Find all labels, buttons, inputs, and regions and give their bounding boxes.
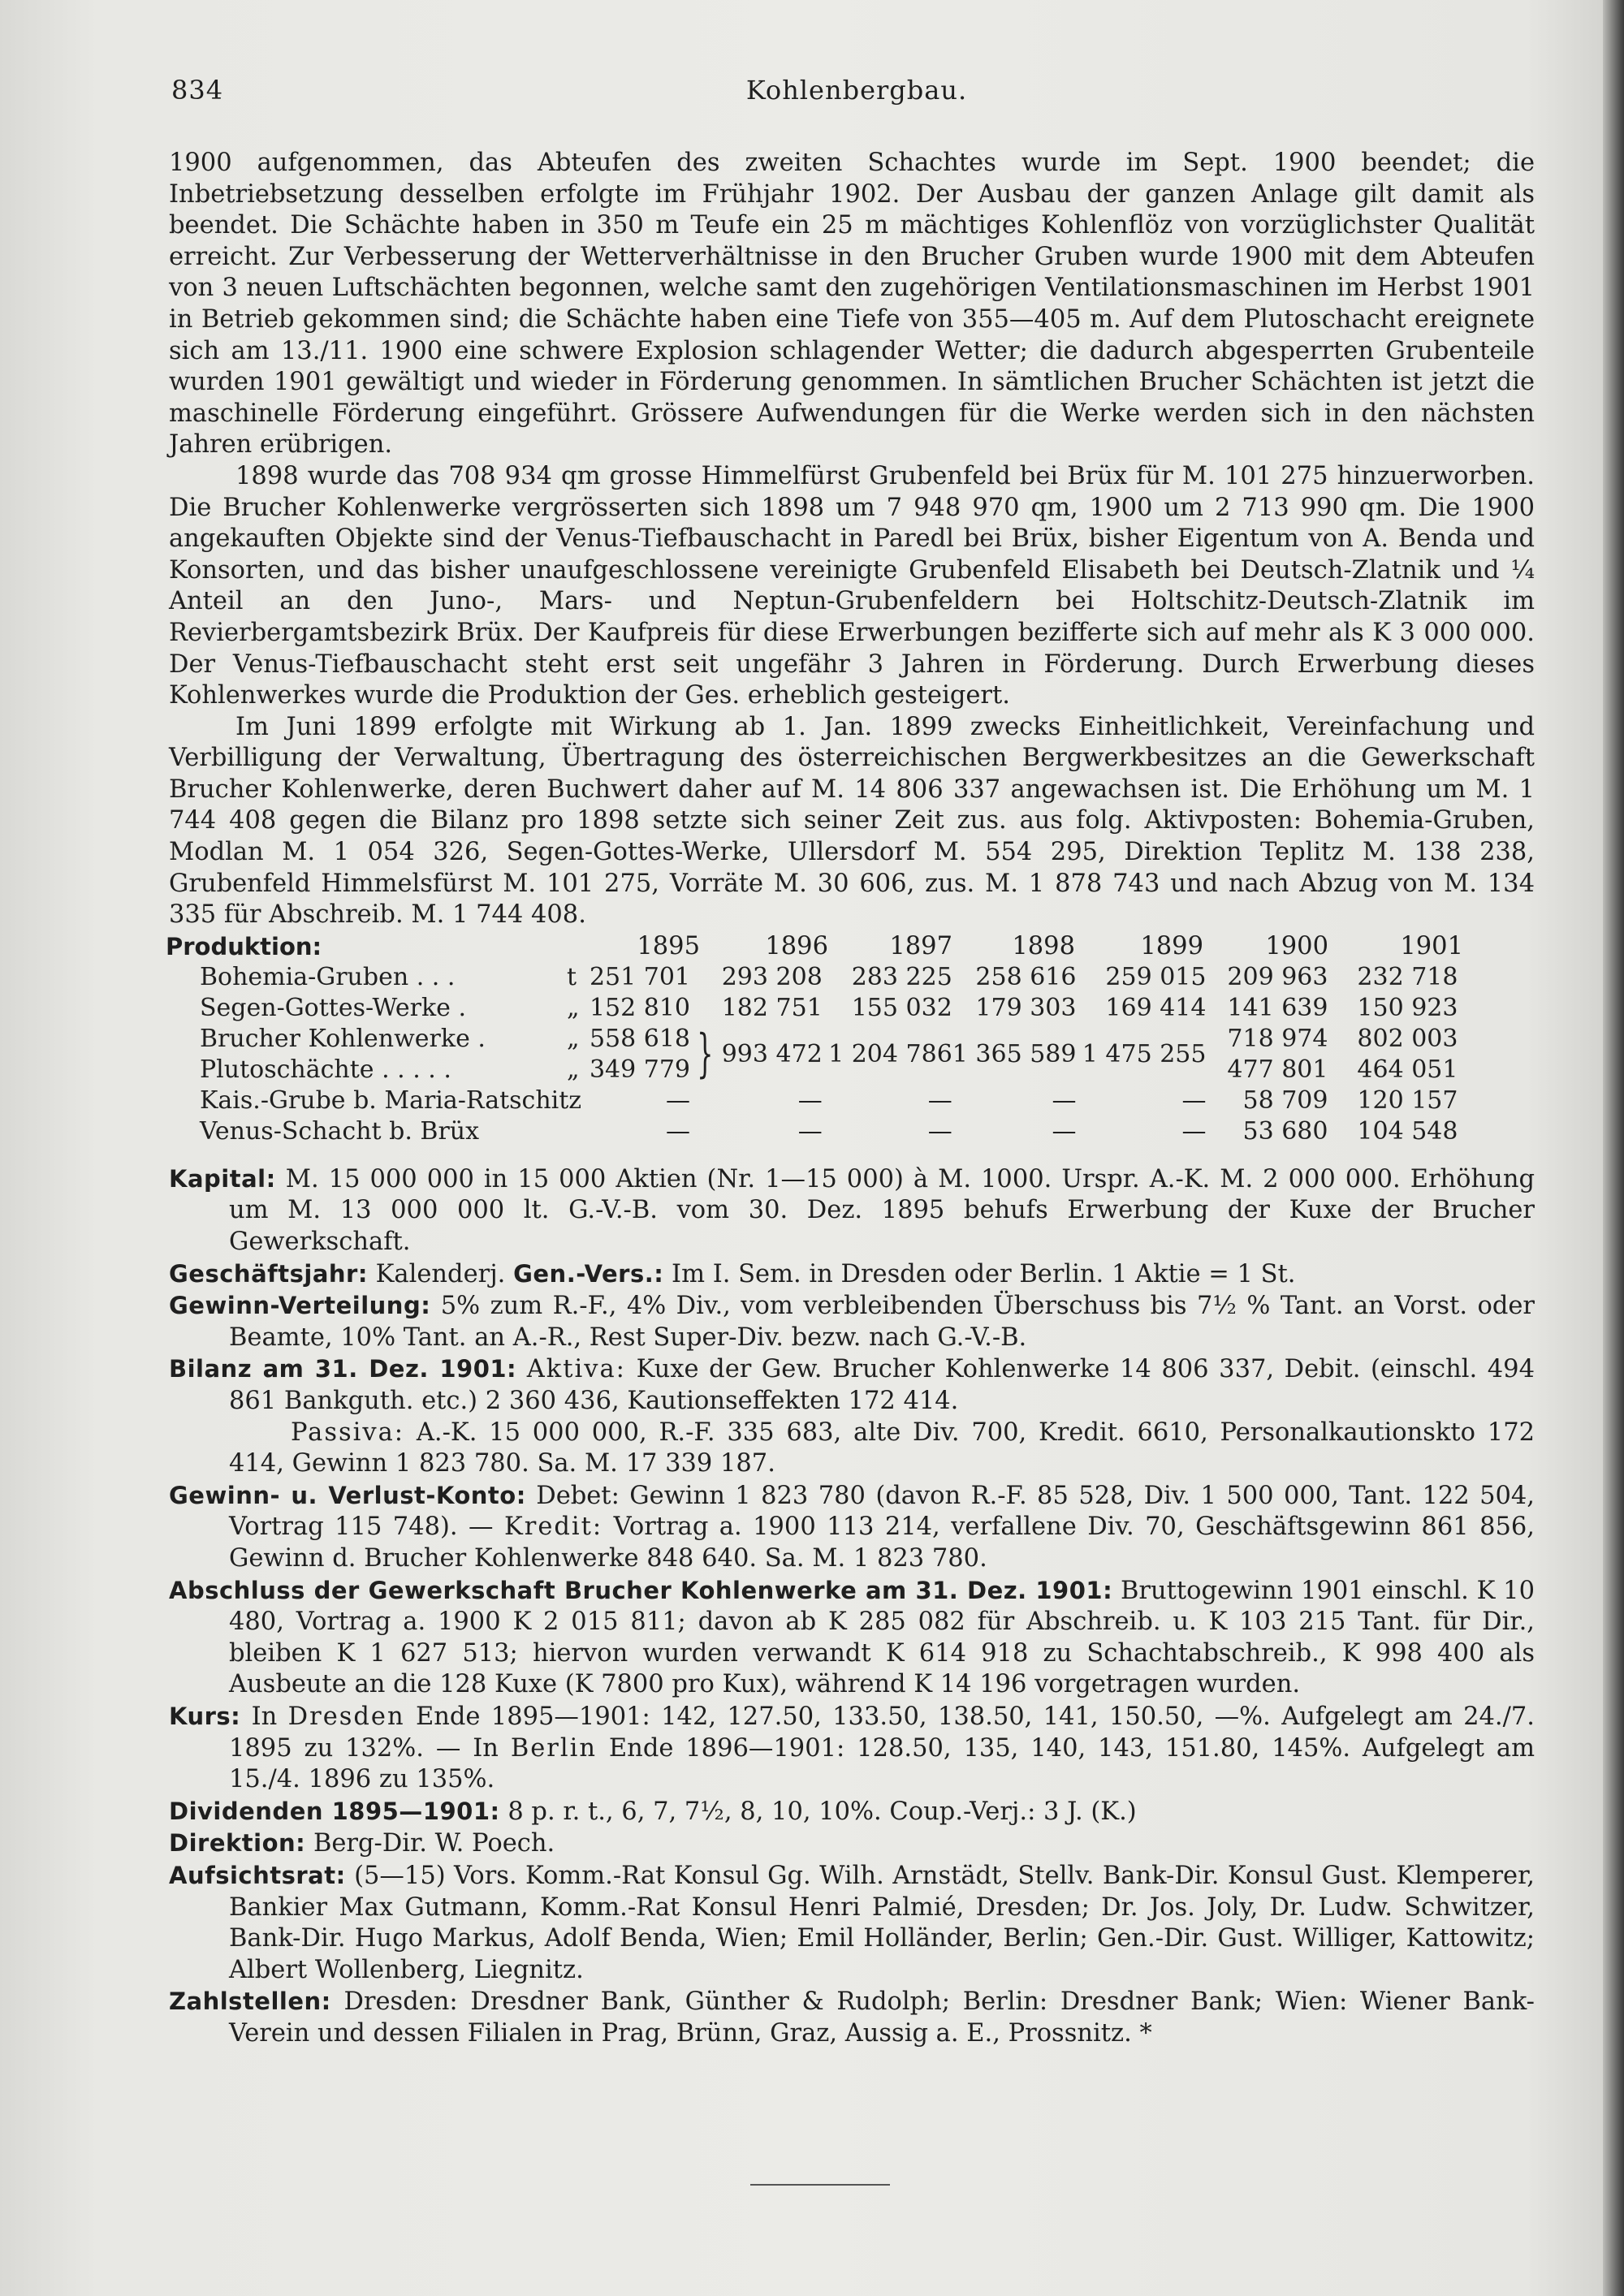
cell: —	[927, 1116, 952, 1146]
section-text: M. 15 000 000 in 15 000 Aktien (Nr. 1—15 000) à M. 1000. Urspr. A.-K. M. 2 000 000. Erhöhung um M. 13 000 000 lt. G.-V.-B. vom 30. Dez. 1895 behufs Erwerbung der Kuxe der Brucher Gewerkschaft.	[229, 1164, 1535, 1257]
section-dividenden	[169, 1796, 1535, 1828]
city-name: Berlin	[510, 1733, 598, 1763]
cell: 155 032	[851, 993, 952, 1022]
section-gewinn-verteilung	[169, 1290, 1535, 1353]
section-text: Ende 1896—1901: 128.50, 135, 140, 143, 151.80, 145%. Aufgelegt am 15./4. 1896 zu 135%.	[229, 1733, 1535, 1794]
section-label: Aufsichtsrat:	[169, 1861, 346, 1889]
production-table	[200, 962, 1458, 1147]
cell: 104 548	[1357, 1116, 1458, 1146]
section-kurs	[169, 1701, 1535, 1796]
row-name: Segen-Gottes-Werke .	[200, 993, 466, 1022]
page-header	[166, 75, 1547, 115]
cell: 1 204 786	[828, 1039, 952, 1068]
section-text: Kuxe der Gew. Brucher Kohlenwerke 14 806 337, Debit. (einschl. 494 861 Bankguth. etc.) 2 360 436, Kautionseffekten 172 414.	[229, 1355, 1535, 1415]
section-text: Kalenderj.	[375, 1259, 506, 1288]
cell: 477 801	[1227, 1055, 1328, 1084]
year-header: 1900	[1265, 931, 1328, 960]
section-label: Kurs:	[169, 1702, 241, 1730]
year-header: 1897	[889, 931, 952, 960]
brace: }	[697, 1024, 714, 1085]
section-label: Geschäftsjahr:	[169, 1259, 368, 1288]
section-text: Berg-Dir. W. Poech.	[313, 1829, 555, 1858]
page-number: 834	[171, 75, 224, 106]
cell: 464 051	[1357, 1055, 1458, 1084]
table-row	[200, 1085, 1458, 1116]
cell: 258 616	[975, 962, 1077, 991]
city-name: Dresden	[287, 1702, 405, 1731]
page-body	[166, 148, 1535, 2049]
cell: 251 701	[589, 962, 690, 991]
table-row	[200, 1024, 1458, 1055]
section-label: Zahlstellen:	[169, 1987, 331, 2016]
cell: 141 639	[1227, 993, 1328, 1022]
section-label: Gewinn-Verteilung:	[169, 1292, 431, 1320]
end-rule	[750, 2184, 890, 2186]
cell: 169 414	[1105, 993, 1207, 1022]
section-text: A.-K. 15 000 000, R.-F. 335 683, alte Div. 700, Kredit. 6610, Personalkautionskto 172 414, Gewinn 1 823 780. Sa. M. 17 339 187.	[229, 1418, 1535, 1478]
passiva-label: Passiva:	[291, 1418, 405, 1447]
section-text: Dresden: Dresdner Bank, Günther & Rudolph; Berlin: Dresdner Bank; Wien: Wiener Bank-Verein und dessen Filialen in Prag, Brünn, Graz, Aussig a. E., Prossnitz. *	[229, 1987, 1535, 2048]
cell: —	[1052, 1116, 1077, 1146]
cell: —	[666, 1085, 690, 1115]
section-geschaeftsjahr	[169, 1258, 1535, 1291]
section-passiva	[229, 1418, 1535, 1480]
paragraph: 1898 wurde das 708 934 qm grosse Himmelfürst Grubenfeld bei Brüx für M. 101 275 hinzuerworben. Die Brucher Kohlenwerke vergrösserten sich 1898 um 7 948 970 qm, 1900 um 2 713 990 qm. Die 1900 angekauften Objekte sind der Venus-Tiefbauschacht in Paredl bei Brüx, bisher Eigentum von A. Benda und Konsorten, und das bisher unaufgeschlossene vereinigte Grubenfeld Elisabeth bei Deutsch-Zlatnik und ¼ Anteil an den Juno-, Mars- und Neptun-Grubenfeldern bei Holtschitz-Deutsch-Zlatnik im Revierbergamtsbezirk Brüx. Der Kaufpreis für diese Erwerbungen bezifferte sich auf mehr als K 3 000 000. Der Venus-Tiefbauschacht steht erst seit ungefähr 3 Jahren in Förderung. Durch Erwerbung dieses Kohlenwerkes wurde die Produktion der Ges. erheblich gesteigert.	[169, 461, 1535, 710]
table-row	[200, 962, 1458, 993]
table-row	[200, 1116, 1458, 1147]
cell: —	[666, 1116, 690, 1146]
cell: 259 015	[1105, 962, 1207, 991]
cell: 1 475 255	[1082, 1039, 1207, 1068]
paragraph: 1900 aufgenommen, das Abteufen des zweiten Schachtes wurde im Sept. 1900 beendet; die Inbetriebsetzung desselben erfolgte im Frühjahr 1902. Der Ausbau der ganzen Anlage gilt damit als beendet. Die Schächte haben in 350 m Teufe ein 25 m mächtiges Kohlenflöz von vorzüglichster Qualität erreicht. Zur Verbesserung der Wetterverhältnisse in den Brucher Gruben wurde 1900 mit dem Abteufen von 3 neuen Luftschächten begonnen, welche samt den zugehörigen Ventilationsmaschinen im Herbst 1901 in Betrieb gekommen sind; die Schächte haben eine Tiefe von 355—405 m. Auf dem Plutoschacht ereignete sich am 13./11. 1900 eine schwere Explosion schlagender Wetter; die dadurch abgesperrten Grubenteile wurden 1901 gewältigt und wieder in Förderung genommen. In sämtlichen Brucher Schächten ist jetzt die maschinelle Förderung eingeführt. Grössere Aufwendungen für die Werke werden sich in den nächsten Jahren erübrigen.	[169, 149, 1535, 460]
cell: 802 003	[1357, 1024, 1458, 1053]
cell: 232 718	[1357, 962, 1458, 991]
row-name: Brucher Kohlenwerke .	[200, 1024, 486, 1053]
debet-label: Debet:	[536, 1481, 620, 1510]
aktiva-label: Aktiva:	[526, 1355, 626, 1384]
row-name: Venus-Schacht b. Brüx	[200, 1116, 480, 1146]
row-name: Plutoschächte . . . . .	[200, 1055, 451, 1084]
section-label: Dividenden 1895—1901:	[169, 1797, 500, 1825]
section-text: In	[251, 1702, 278, 1731]
cell: —	[1052, 1085, 1077, 1115]
year-header: 1901	[1400, 931, 1463, 960]
section-zahlstellen	[169, 1986, 1535, 2049]
section-gewinn-konto	[169, 1480, 1535, 1575]
section-direktion	[169, 1828, 1535, 1860]
row-unit: „	[567, 993, 580, 1022]
cell: 718 974	[1227, 1024, 1328, 1053]
section-aufsichtsrat	[169, 1860, 1535, 1986]
cell: 349 779	[589, 1055, 690, 1084]
cell: 53 680	[1242, 1116, 1328, 1146]
cell: 179 303	[975, 993, 1077, 1022]
row-unit: t	[567, 962, 577, 991]
year-header: 1899	[1140, 931, 1203, 960]
book-edge	[1603, 0, 1624, 2296]
production-label: Produktion:	[166, 932, 322, 960]
section-text: Gewinn 1 823 780 (davon R.-F. 85 528, Div. 1 500 000, Tant. 122 504, Vortrag 115 748). —	[229, 1481, 1535, 1542]
table-row	[200, 993, 1458, 1024]
running-title: Kohlenbergbau.	[745, 75, 968, 106]
section-text: Ende 1895—1901: 142, 127.50, 133.50, 138.50, 141, 150.50, —%. Aufgelegt am 24./7. 1895 zu 132%. — In	[229, 1702, 1535, 1763]
cell: —	[797, 1116, 823, 1146]
year-header: 1896	[765, 931, 828, 960]
year-header: 1898	[1012, 931, 1075, 960]
cell: 152 810	[589, 993, 690, 1022]
year-header: 1895	[637, 931, 700, 960]
section-text: Vortrag a. 1900 113 214, verfallene Div. 70, Geschäftsgewinn 861 856, Gewinn d. Brucher Kohlenwerke 848 640. Sa. M. 1 823 780.	[229, 1513, 1535, 1573]
cell: —	[1181, 1116, 1207, 1146]
row-name: Bohemia-Gruben . . .	[200, 962, 456, 991]
cell: —	[1181, 1085, 1207, 1115]
cell: 993 472	[721, 1039, 823, 1068]
section-text: Im I. Sem. in Dresden oder Berlin. 1 Aktie = 1 St.	[672, 1259, 1296, 1288]
production-header	[166, 931, 1535, 962]
row-unit: „	[567, 1055, 580, 1084]
section-text: Bruttogewinn 1901 einschl. K 10 480, Vortrag a. 1900 K 2 015 811; davon ab K 285 082 für Abschreib. u. K 103 215 Tant. für Dir., bleiben K 1 627 513; hiervon wurden verwandt K 614 918 zu Schachtabschreib., K 998 400 als Ausbeute an die 128 Kuxe (K 7800 pro Kux), während K 14 196 vorgetragen wurden.	[229, 1576, 1535, 1699]
cell: 150 923	[1357, 993, 1458, 1022]
cell: 1 365 589	[952, 1039, 1077, 1068]
cell: 293 208	[721, 962, 823, 991]
paragraph: Im Juni 1899 erfolgte mit Wirkung ab 1. Jan. 1899 zwecks Einheitlichkeit, Vereinfachung und Verbilligung der Verwaltung, Übertragung des österreichischen Bergwerkbesitzes an die Gewerkschaft Brucher Kohlenwerke, deren Buchwert daher auf M. 14 806 337 angewachsen ist. Die Erhöhung um M. 1 744 408 gegen die Bilanz pro 1898 setzte sich seiner Zeit zus. aus folg. Aktivposten: Bohemia-Gruben, Modlan M. 1 054 326, Segen-Gottes-Werke, Ullersdorf M. 554 295, Direktion Teplitz M. 138 238, Grubenfeld Himmelsfürst M. 101 275, Vorräte M. 30 606, zus. M. 1 878 743 und nach Abzug von M. 134 335 für Abschreib. M. 1 744 408.	[169, 712, 1535, 930]
cell: —	[797, 1085, 823, 1115]
section-label: Abschluss der Gewerkschaft Brucher Kohlenwerke am 31. Dez. 1901:	[169, 1576, 1113, 1604]
cell: —	[927, 1085, 952, 1115]
cell: 283 225	[851, 962, 952, 991]
row-name: Kais.-Grube b. Maria-Ratschitz	[200, 1085, 582, 1115]
section-text: 8 p. r. t., 6, 7, 7½, 8, 10, 10%. Coup.-Verj.: 3 J. (K.)	[508, 1797, 1137, 1826]
section-label: Bilanz am 31. Dez. 1901:	[169, 1355, 517, 1383]
section-text: (5—15) Vors. Komm.-Rat Konsul Gg. Wilh. Arnstädt, Stellv. Bank-Dir. Konsul Gust. Klemperer, Bankier Max Gutmann, Komm.-Rat Konsul Henri Palmié, Dresden; Dr. Jos. Joly, Dr. Ludw. Schwitzer, Bank-Dir. Hugo Markus, Adolf Benda, Wien; Emil Holländer, Berlin; Gen.-Dir. Gust. Williger, Kattowitz; Albert Wollenberg, Liegnitz.	[229, 1861, 1535, 1984]
cell: 182 751	[721, 993, 823, 1022]
section-label: Direktion:	[169, 1829, 306, 1858]
section-label: Gewinn- u. Verlust-Konto:	[169, 1481, 526, 1509]
cell: 209 963	[1227, 962, 1328, 991]
section-abschluss	[169, 1575, 1535, 1701]
section-bilanz	[169, 1353, 1535, 1417]
section-text: 5% zum R.-F., 4% Div., vom verbleibenden Überschuss bis 7½ % Tant. an Vorst. oder Beamte, 10% Tant. an A.-R., Rest Super-Div. bezw. nach G.-V.-B.	[229, 1292, 1535, 1352]
cell: 58 709	[1242, 1085, 1328, 1115]
cell: 120 157	[1357, 1085, 1458, 1115]
row-unit: „	[567, 1024, 580, 1053]
section-label: Gen.-Vers.:	[513, 1259, 664, 1288]
kredit-label: Kredit:	[503, 1513, 603, 1542]
section-label: Kapital:	[169, 1164, 276, 1193]
cell: 558 618	[589, 1024, 690, 1053]
section-kapital	[169, 1163, 1535, 1258]
